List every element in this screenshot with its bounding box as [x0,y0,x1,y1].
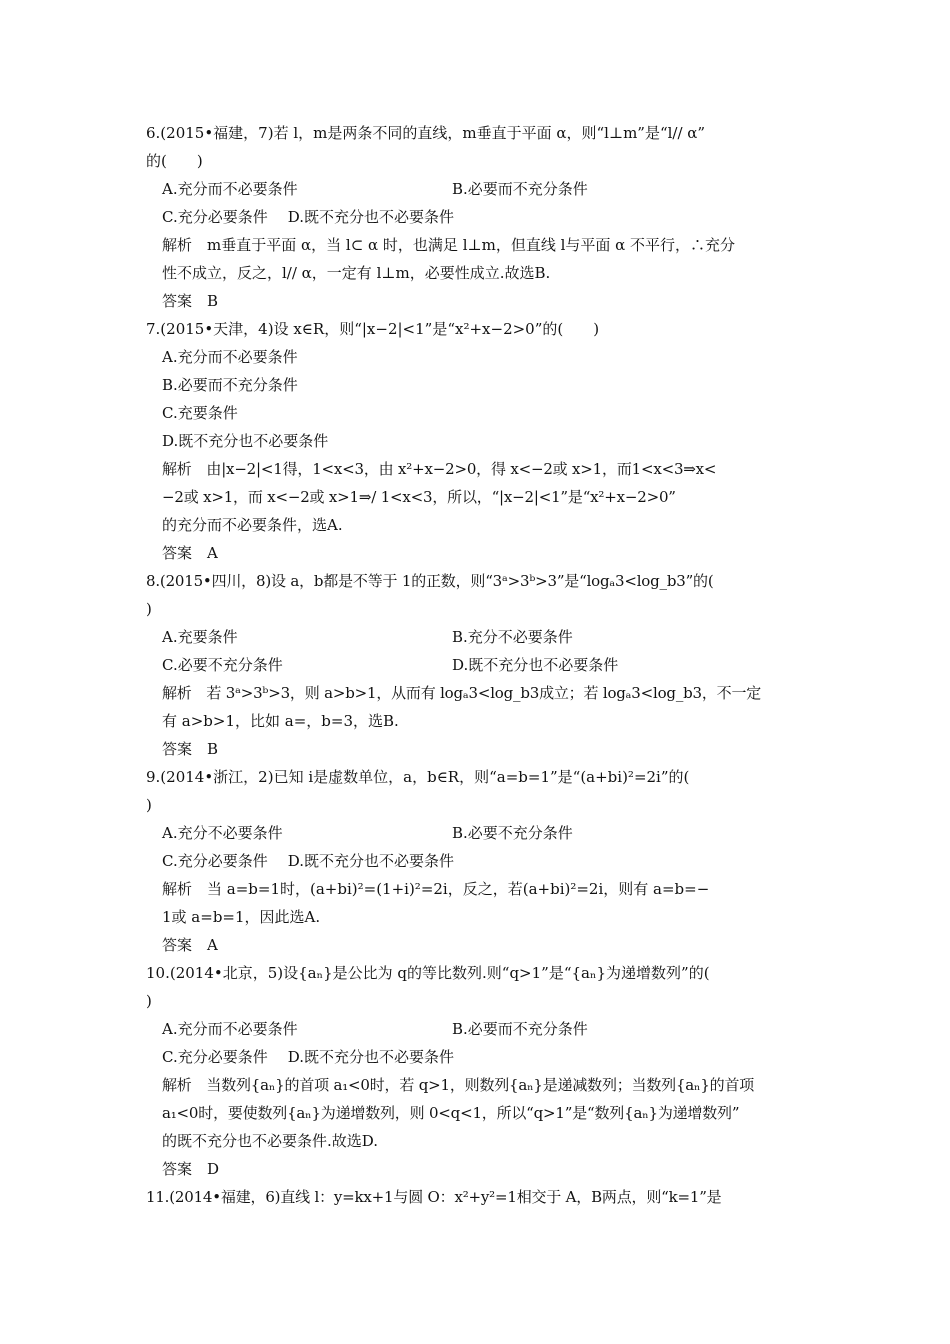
analysis-line: 解析 若 3ᵃ>3ᵇ>3，则 a>b>1，从而有 logₐ3<log_b3成立；若 logₐ3<log_b3，不一定 [162,684,762,702]
option-a: A.充分而不必要条件 [162,1020,298,1038]
option-a: A.充分而不必要条件 [162,180,298,198]
analysis-line: 有 a>b>1，比如 a=，b=3，选B. [162,712,399,730]
option-d: D.既不充分也不必要条件 [287,208,454,226]
option-c: C.必要不充分条件 [162,656,283,674]
question-stem-line: 的( ) [146,152,203,170]
option-b: B.必要而不充分条件 [452,180,588,198]
question-11 [146,1183,811,1211]
analysis-line: 解析 m垂直于平面 α，当 l⊂ α 时，也满足 l⊥m，但直线 l与平面 α 不平行，∴充分 [162,236,736,254]
options-row [146,175,811,203]
analysis-line: a₁<0时，要使数列{aₙ}为递增数列，则 0<q<1，所以“q>1”是“数列{aₙ}为递增数列” [162,1104,740,1122]
question-stem-line: 6.(2015•福建，7)若 l，m是两条不同的直线，m垂直于平面 α，则“l⊥m”是“l// α” [146,124,706,142]
answer-line: 答案 A [162,544,218,562]
option-d: D.既不充分也不必要条件 [287,1048,454,1066]
option-d: D.既不充分也不必要条件 [162,432,329,450]
question-9 [146,763,811,959]
option-b: B.充分不必要条件 [452,628,573,646]
options-row [146,1043,811,1071]
analysis-line: 的既不充分也不必要条件.故选D. [162,1132,379,1150]
question-10 [146,959,811,1183]
analysis-line: 1或 a=b=1，因此选A. [162,908,321,926]
options-row [146,623,811,651]
analysis-line: 解析 由|x−2|<1得，1<x<3，由 x²+x−2>0，得 x<−2或 x>1，而1<x<3⇒x< [162,460,717,478]
answer-line: 答案 B [162,292,219,310]
option-a: A.充分而不必要条件 [162,348,298,366]
analysis-line: −2或 x>1，而 x<−2或 x>1⇒/ 1<x<3，所以，“|x−2|<1”是“x²+x−2>0” [162,488,676,506]
option-c: C.充分必要条件 [162,208,268,226]
question-stem-line: 10.(2014•北京，5)设{aₙ}是公比为 q的等比数列.则“q>1”是“{aₙ}为递增数列”的( [146,964,710,982]
option-d: D.既不充分也不必要条件 [452,656,619,674]
analysis-line: 的充分而不必要条件，选A. [162,516,343,534]
option-a: A.充要条件 [162,628,238,646]
question-6 [146,119,811,315]
question-list [146,119,811,1211]
question-7 [146,315,811,567]
analysis-line: 解析 当 a=b=1时，(a+bi)²=(1+i)²=2i，反之，若(a+bi)²=2i，则有 a=b=− [162,880,710,898]
question-stem-line: ) [146,600,152,618]
options-row [146,203,811,231]
options-row [146,819,811,847]
option-d: D.既不充分也不必要条件 [287,852,454,870]
option-b: B.必要而不充分条件 [162,376,298,394]
question-stem-line: 9.(2014•浙江，2)已知 i是虚数单位，a，b∈R，则“a=b=1”是“(a+bi)²=2i”的( [146,768,690,786]
question-stem-line: ) [146,796,152,814]
options-row [146,847,811,875]
option-b: B.必要而不充分条件 [452,1020,588,1038]
option-c: C.充分必要条件 [162,1048,268,1066]
option-c: C.充分必要条件 [162,852,268,870]
answer-line: 答案 D [162,1160,220,1178]
question-8 [146,567,811,763]
question-stem-line: 11.(2014•福建，6)直线 l：y=kx+1与圆 O：x²+y²=1相交于 A，B两点，则“k=1”是 [146,1188,722,1206]
analysis-line: 解析 当数列{aₙ}的首项 a₁<0时，若 q>1，则数列{aₙ}是递减数列；当数列{aₙ}的首项 [162,1076,755,1094]
options-row [146,651,811,679]
option-a: A.充分不必要条件 [162,824,283,842]
question-stem-line: 8.(2015•四川，8)设 a，b都是不等于 1的正数，则“3ᵃ>3ᵇ>3”是“logₐ3<log_b3”的( [146,572,714,590]
question-stem-line: ) [146,992,152,1010]
answer-line: 答案 A [162,936,218,954]
answer-line: 答案 B [162,740,219,758]
options-row [146,1015,811,1043]
option-b: B.必要不充分条件 [452,824,573,842]
analysis-line: 性不成立，反之，l// α，一定有 l⊥m，必要性成立.故选B. [162,264,551,282]
question-stem-line: 7.(2015•天津，4)设 x∈R，则“|x−2|<1”是“x²+x−2>0”的( ) [146,320,600,338]
option-c: C.充要条件 [162,404,238,422]
